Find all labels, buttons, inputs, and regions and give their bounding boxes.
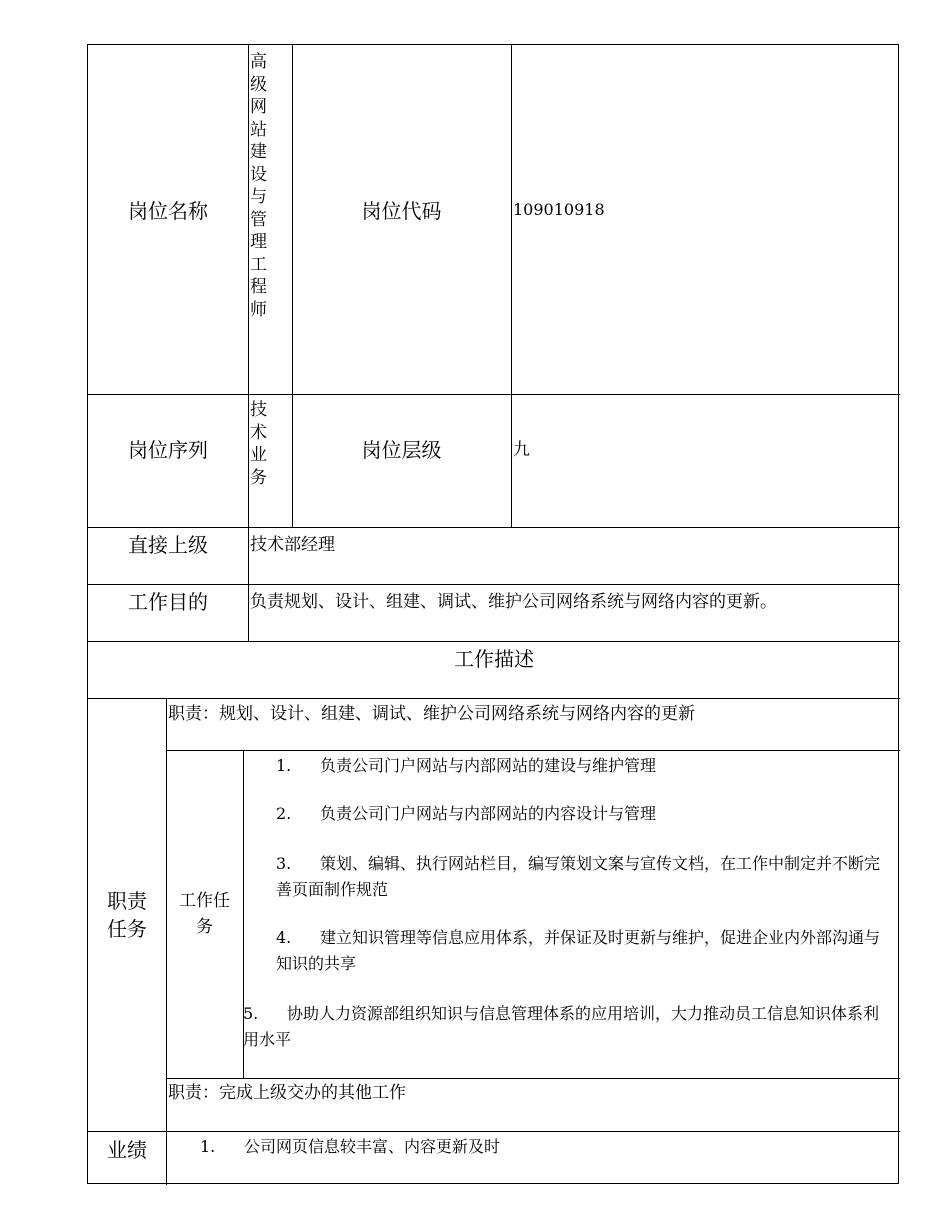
performance-label: 业绩 — [107, 1138, 147, 1162]
performance-item-1: 1. 公司网页信息较丰富、内容更新及时 — [200, 1137, 501, 1156]
task-item-2: 2. 负责公司门户网站与内部网站的内容设计与管理 — [276, 804, 657, 823]
duties-section-label: 职责任务 — [107, 888, 147, 941]
purpose-label: 工作目的 — [128, 590, 208, 614]
task-item-4: 4. 建立知识管理等信息应用体系，并保证及时更新与维护，促进企业内外部沟通与知识的共享 — [276, 928, 881, 973]
position-series-label: 岗位序列 — [128, 438, 208, 462]
position-name-label: 岗位名称 — [128, 198, 208, 223]
task-item-5: 5. 协助人力资源部组织知识与信息管理体系的应用培训，大力推动员工信息知识体系利用水平 — [243, 1004, 880, 1049]
tasks-label: 工作任务 — [179, 891, 230, 937]
row-divider — [166, 1078, 900, 1079]
description-title: 工作描述 — [454, 647, 534, 671]
task-item-1: 1. 负责公司门户网站与内部网站的建设与维护管理 — [276, 756, 657, 775]
row-divider — [88, 698, 900, 699]
task-item-3: 3. 策划、编辑、执行网站栏目，编写策划文案与宣传文档，在工作中制定并不断完善页面制作规范 — [276, 854, 881, 899]
col-divider — [511, 45, 512, 527]
position-code-value: 109010918 — [513, 200, 605, 219]
col-divider — [248, 45, 249, 641]
position-code-label: 岗位代码 — [361, 198, 442, 223]
supervisor-label: 直接上级 — [128, 533, 208, 557]
position-level-label: 岗位层级 — [361, 438, 442, 462]
duty-2: 职责：完成上级交办的其他工作 — [168, 1083, 406, 1103]
position-series-value: 技术业务 — [250, 400, 267, 488]
duty-1: 职责：规划、设计、组建、调试、维护公司网络系统与网络内容的更新 — [168, 704, 695, 724]
position-name-value: 高级网站建设与管理工程师 — [250, 52, 267, 320]
position-level-value: 九 — [513, 440, 530, 460]
row-divider — [166, 750, 900, 751]
purpose-value: 负责规划、设计、组建、调试、维护公司网络系统与网络内容的更新。 — [250, 592, 777, 612]
job-description-table — [87, 44, 899, 1184]
supervisor-value: 技术部经理 — [250, 535, 335, 555]
row-divider — [88, 1131, 900, 1132]
